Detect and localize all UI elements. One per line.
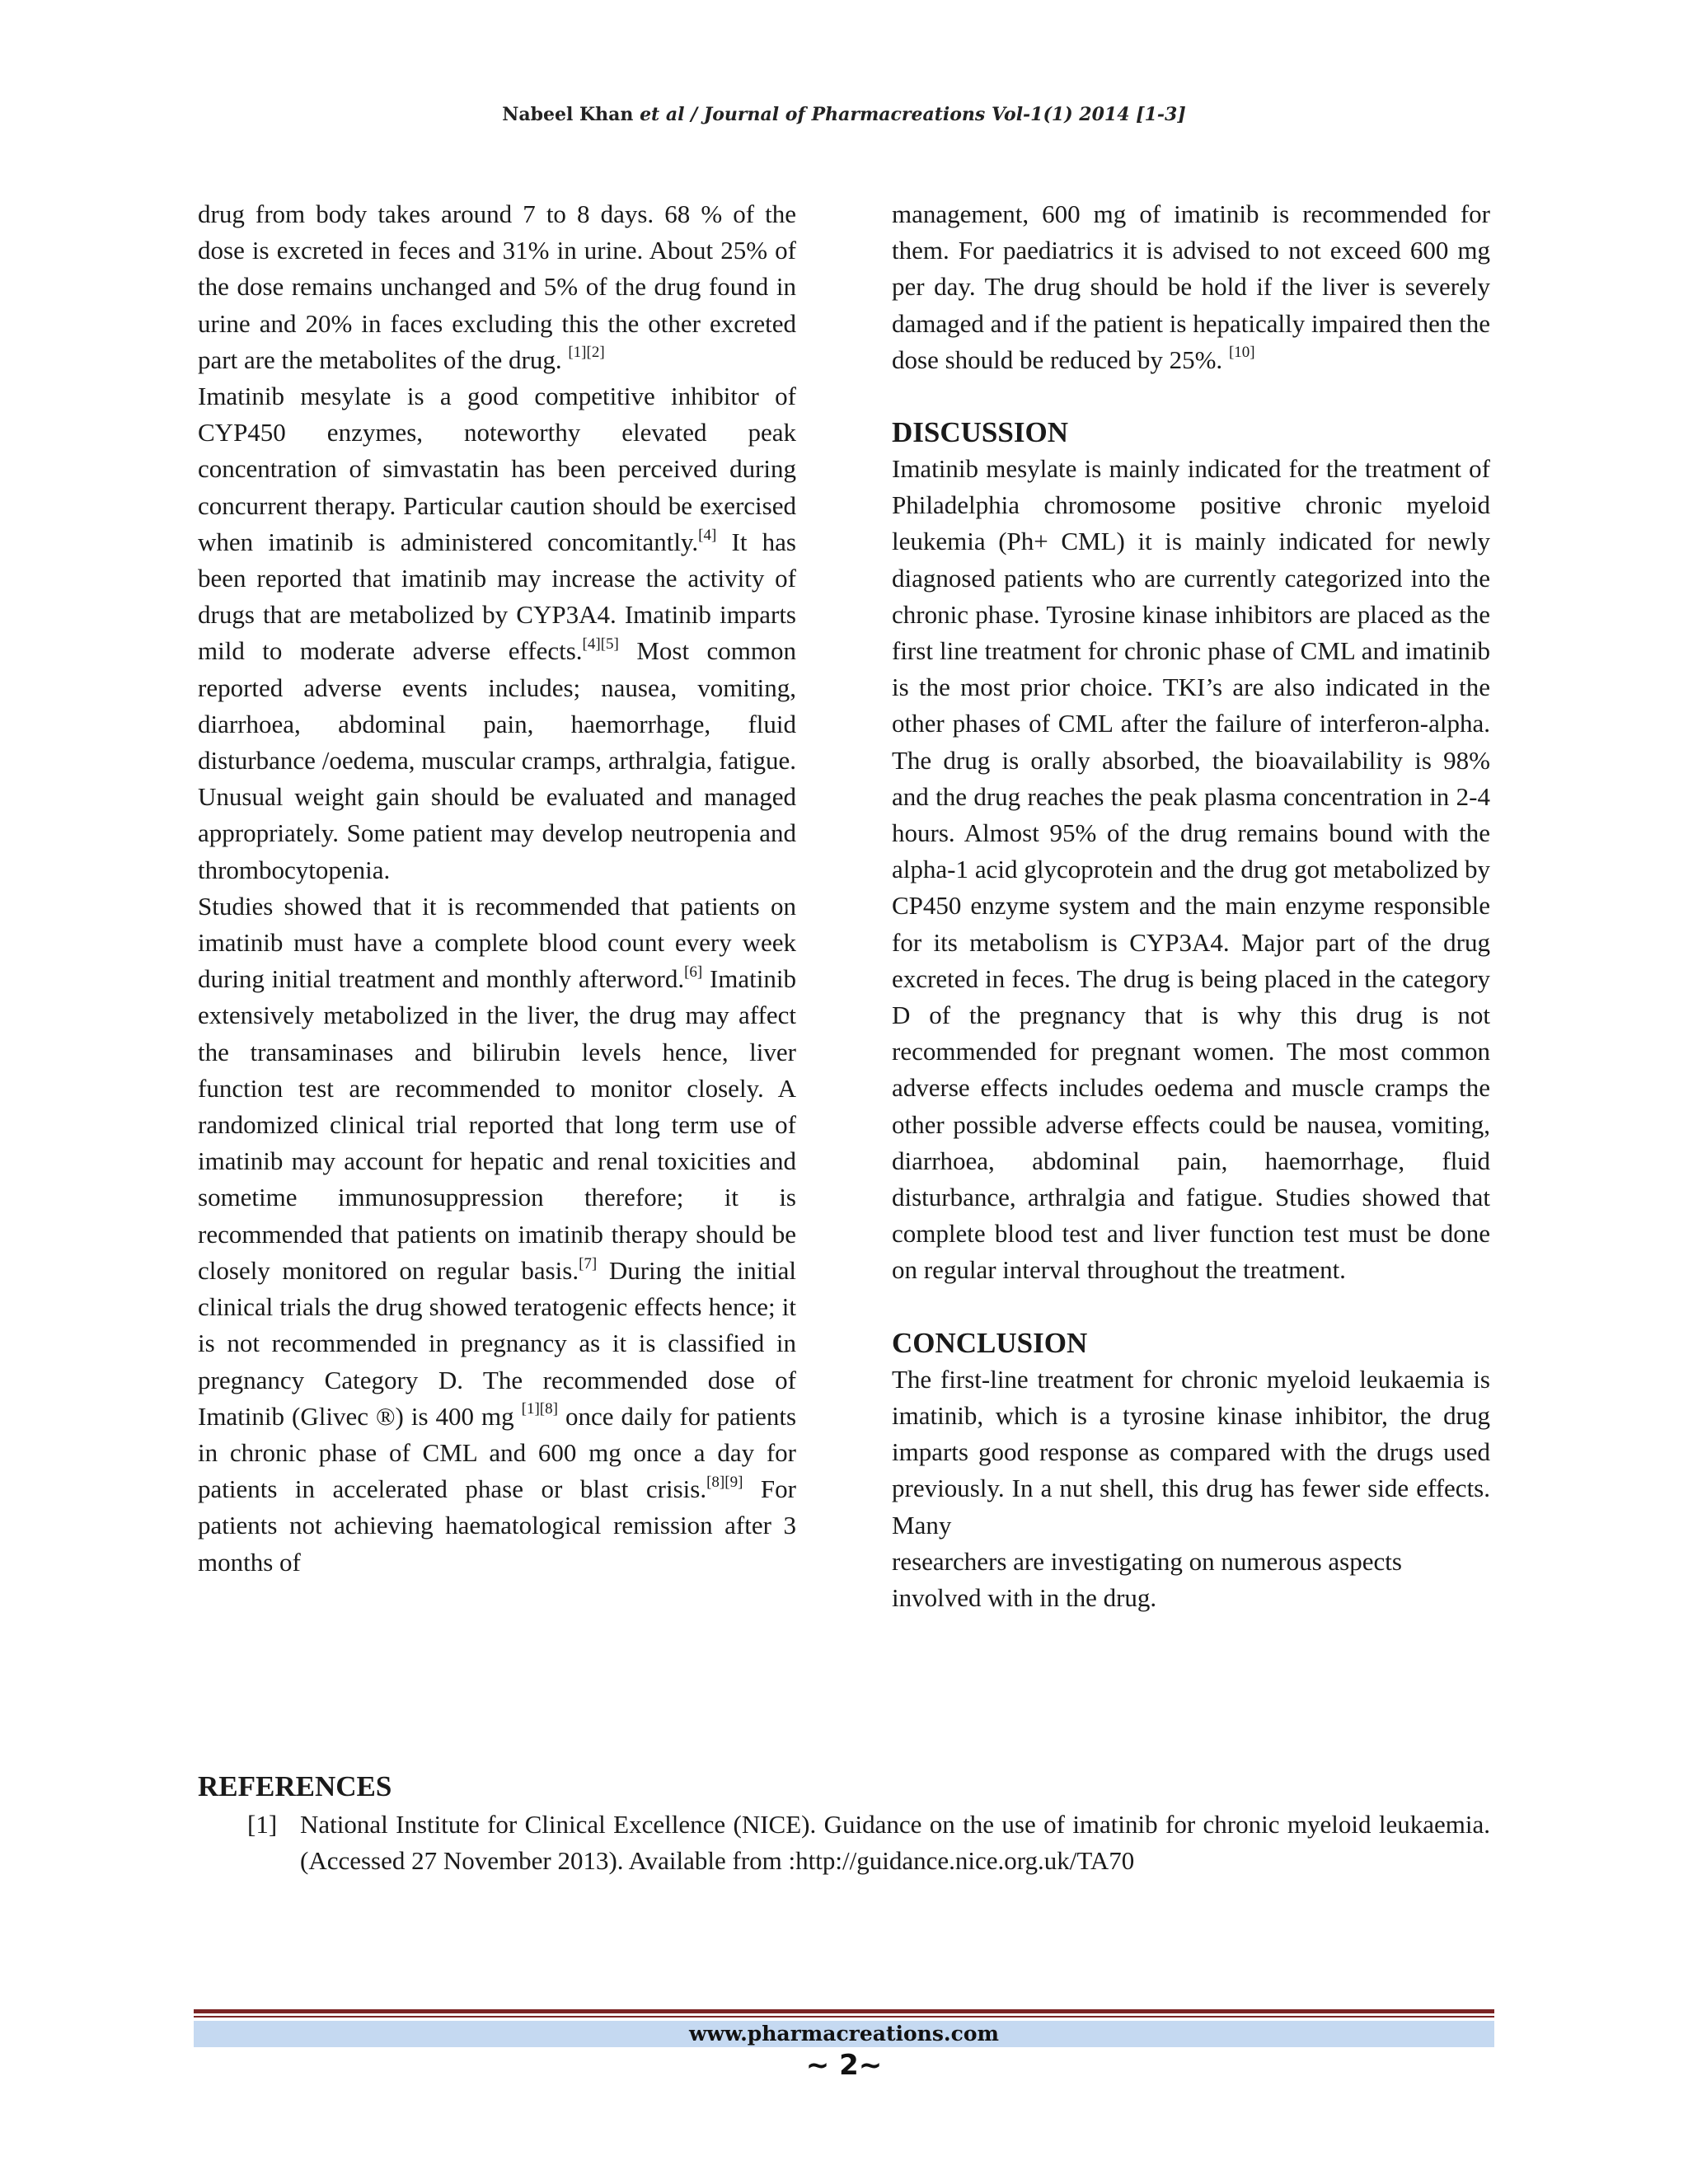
footer-rule [194, 2009, 1494, 2013]
discussion-text: Imatinib mesylate is mainly indicated for the treatment of Philadelphia chromosome positive chronic myeloid leukemia (Ph+ CML) it is mainly indicated for newly diagnosed patients who are currently categorized into the chronic phase. Tyrosine kinase inhibitors are placed as the first line treatment for chronic phase of CML and imatinib is the most prior choice. TKI’s are also indicated in the other phases of CML after the failure of interferon-alpha. The drug is orally absorbed, the bioavailability is 98% and the drug reaches the peak plasma concentration in 2-4 hours. Almost 95% of the drug remains bound with the alpha-1 acid glycoprotein and the drug got metabolized by CP450 enzyme system and the main enzyme responsible for its metabolism is CYP3A4. Major part of the drug excreted in feces. The drug is being placed in the category D of the pregnancy that is why this drug is not recommended for pregnant women. The most common adverse effects includes oedema and muscle cramps the other possible adverse effects could be nausea, vomiting, diarrhoea, abdominal pain, haemorrhage, fluid disturbance, arthralgia and fatigue. Studies showed that complete blood test and liver function test must be done on regular interval throughout the treatment. [892, 454, 1490, 1285]
right-column [892, 196, 1490, 1616]
discussion-heading: DISCUSSION [892, 416, 1068, 449]
references-section [198, 1767, 1490, 1879]
paragraph-monitoring: Studies showed that it is recommended that patients on imatinib must have a complete blood count every week during initial treatment and monthly afterword.[6] Imatinib extensively metabolized in the liver, the drug may affect the transaminases and bilirubin levels hence, liver function test are recommended to monitor closely. A randomized clinical trial reported that long term use of imatinib may account for hepatic and renal toxicities and sometime immunosuppression therefore; it is recommended that patients on imatinib therapy should be closely monitored on regular basis.[7] During the initial clinical trials the drug showed teratogenic effects hence; it is not recommended in pregnancy as it is classified in pregnancy Category D. The recommended dose of Imatinib (Glivec ®) is 400 mg [1][8] once daily for patients in chronic phase of CML and 600 mg once a day for patients in accelerated phase or blast crisis.[8][9] For patients not achieving haematological remission after 3 months of [198, 891, 797, 1577]
citation: [7] [579, 1254, 598, 1272]
reference-text: National Institute for Clinical Excellence (NICE). Guidance on the use of imatinib for chronic myeloid leukaemia. (Accessed 27 November 2013). Available from :http://guidance.nice.org.uk/TA70 [300, 1810, 1490, 1875]
reference-number: [1] [247, 1810, 278, 1839]
citation: [1][8] [521, 1400, 558, 1418]
citation: [10] [1228, 344, 1255, 362]
citation: [8][9] [706, 1473, 743, 1491]
header-author: Nabeel Khan [502, 104, 640, 125]
left-column [198, 196, 796, 1581]
reference-item [247, 1807, 1490, 1879]
header-journal: et al / Journal of Pharmacreations Vol-1(1) 2014 [1-3] [640, 104, 1186, 125]
paragraph-dosing: management, 600 mg of imatinib is recommended for them. For paediatrics it is advised to not exceed 600 mg per day. The drug should be hold if the liver is severely damaged and if the patient is hepatically impaired then the dose should be reduced by 25%. [10] [892, 199, 1490, 374]
running-header [0, 104, 1688, 125]
citation: [6] [684, 963, 703, 981]
citation: [4][5] [582, 635, 619, 654]
page-number: ~ 2~ [805, 2049, 883, 2082]
references-heading: REFERENCES [198, 1770, 392, 1802]
footer-website: www.pharmacreations.com [194, 2021, 1494, 2047]
conclusion-text-end: researchers are investigating on numerous aspects involved with in the drug. [892, 1546, 1402, 1612]
citation: [4] [698, 526, 717, 544]
conclusion-text: The first-line treatment for chronic myeloid leukaemia is imatinib, which is a tyrosine kinase inhibitor, the drug imparts good response as compared with the drugs used previously. In a nut shell, this drug has fewer side effects. Many [892, 1364, 1490, 1540]
conclusion-heading: CONCLUSION [892, 1326, 1088, 1359]
paragraph-interactions: Imatinib mesylate is a good competitive inhibitor of CYP450 enzymes, noteworthy elevated peak concentration of simvastatin has been perceived during concurrent therapy. Particular caution should be exercised when imatinib is administered concomitantly.[4] It has been reported that imatinib may increase the activity of drugs that are metabolized by CYP3A4. Imatinib imparts mild to moderate adverse effects.[4][5] Most common reported adverse events includes; nausea, vomiting, diarrhoea, abdominal pain, haemorrhage, fluid disturbance /oedema, muscular cramps, arthralgia, fatigue. Unusual weight gain should be evaluated and managed appropriately. Some patient may develop neutropenia and thrombocytopenia. [198, 382, 796, 884]
footer-rule-thin [194, 2016, 1494, 2018]
paragraph-excretion: drug from body takes around 7 to 8 days. 68 % of the dose is excreted in feces and 31% in urine. About 25% of the dose remains unchanged and 5% of the drug found in urine and 20% in faces excluding this the other excreted part are the metabolites of the drug. [1][2] [198, 199, 796, 374]
citation: [1][2] [568, 344, 605, 362]
